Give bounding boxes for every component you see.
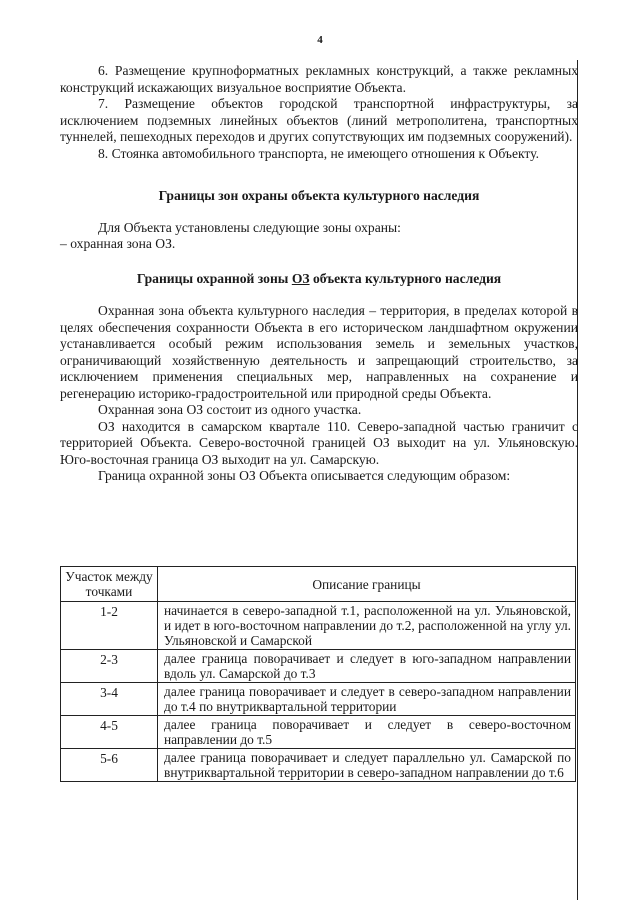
header-segment: Участок между точками bbox=[61, 567, 158, 602]
zones-list-item: – охранная зона ОЗ. bbox=[60, 236, 176, 251]
segment-cell: 3-4 bbox=[61, 683, 158, 716]
table-row bbox=[61, 683, 576, 716]
heading-oz-before: Границы охранной зоны bbox=[136, 270, 292, 286]
description-cell: далее граница поворачивает и следует в северо-восточном направлении до т.5 bbox=[158, 716, 576, 749]
segment-cell: 5-6 bbox=[61, 749, 158, 782]
heading-oz-zone bbox=[60, 271, 578, 288]
table-row bbox=[61, 716, 576, 749]
heading-protection-zones: Границы зон охраны объекта культурного наследия bbox=[158, 188, 480, 203]
heading-oz-after: объекта культурного наследия bbox=[309, 270, 502, 286]
table-row bbox=[61, 650, 576, 683]
oz-table-intro: Граница охранной зоны ОЗ Объекта описывается следующим образом: bbox=[98, 468, 511, 483]
segment-cell: 1-2 bbox=[61, 602, 158, 650]
restriction-item-7: 7. Размещение объектов городской транспортной инфраструктуры, за исключением подземных линейных объектов (линий метрополитена, транспортных туннелей, пешеходных переходов и других сопутствующих им подземных сооружений). bbox=[60, 96, 578, 144]
description-cell: далее граница поворачивает и следует в северо-западном направлении до т.4 по внутриквартальной территории bbox=[158, 683, 576, 716]
restriction-item-8: 8. Стоянка автомобильного транспорта, не имеющего отношения к Объекту. bbox=[98, 145, 540, 161]
description-cell: далее граница поворачивает и следует в юго-западном направлении вдоль ул. Самарской до т.3 bbox=[158, 650, 576, 683]
oz-parts-paragraph: Охранная зона ОЗ состоит из одного участка. bbox=[98, 402, 362, 417]
segment-cell: 2-3 bbox=[61, 650, 158, 683]
table-row bbox=[61, 749, 576, 782]
heading-oz-abbrev: ОЗ bbox=[291, 270, 310, 286]
oz-location-paragraph: ОЗ находится в самарском квартале 110. Северо-западной частью граничит с территорией Объекта. Северо-восточной границей ОЗ выходит на ул. Ульяновскую. Юго-восточная граница ОЗ выходит на ул. Самарскую. bbox=[60, 418, 578, 467]
boundary-table bbox=[60, 566, 576, 782]
zones-intro: Для Объекта установлены следующие зоны охраны: bbox=[98, 219, 401, 235]
table-header-row bbox=[61, 567, 576, 602]
segment-cell: 4-5 bbox=[61, 716, 158, 749]
oz-definition-paragraph: Охранная зона объекта культурного наследия – территория, в пределах которой в целях обеспечения сохранности Объекта в его историческом ландшафтном окружении устанавливается особый режим использования земель и земельных участков, ограничивающий хозяйственную деятельность и запрещающий строительство, за исключением применения специальных мер, направленных на сохранение и регенерацию историко-градостроительной или природной среды Объекта. bbox=[60, 303, 578, 401]
document-body bbox=[60, 63, 578, 485]
header-description: Описание границы bbox=[158, 567, 576, 602]
table-row bbox=[61, 602, 576, 650]
restriction-item-6: 6. Размещение крупноформатных рекламных конструкций, а также рекламных конструкций искажающих визуальное восприятие Объекта. bbox=[60, 63, 578, 95]
description-cell: далее граница поворачивает и следует параллельно ул. Самарской по внутриквартальной территории в северо-западном направлении до т.6 bbox=[158, 749, 576, 782]
page-number: 4 bbox=[317, 34, 323, 46]
description-cell: начинается в северо-западной т.1, расположенной на ул. Ульяновской, и идет в юго-восточном направлении до т.2, расположенной на углу ул. Ульяновской и Самарской bbox=[158, 602, 576, 650]
